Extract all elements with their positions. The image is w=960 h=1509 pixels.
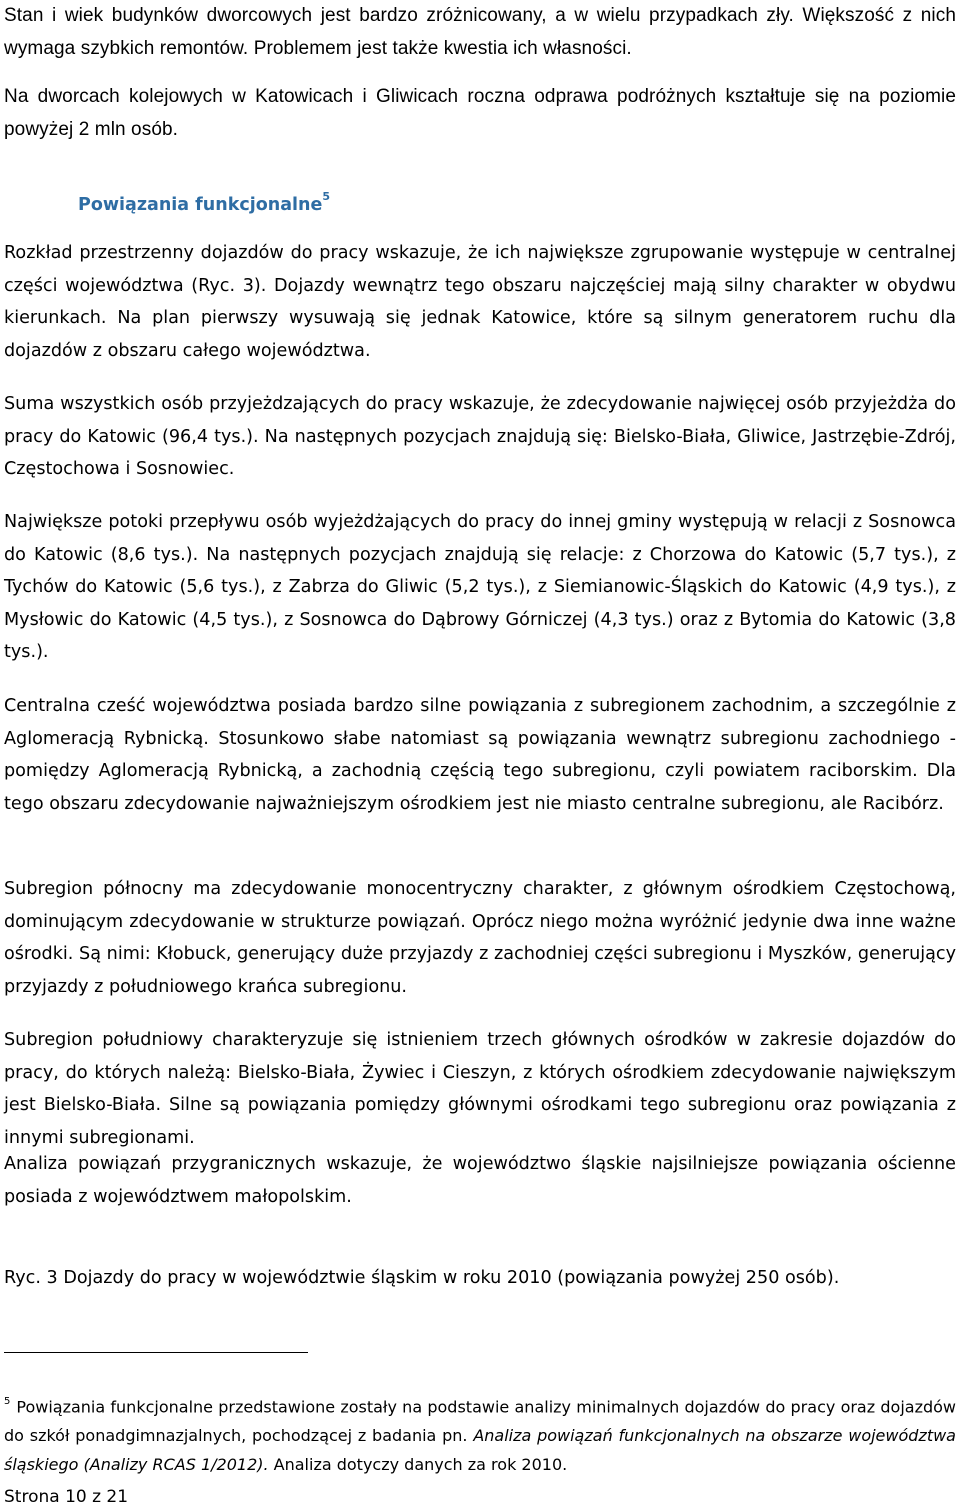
heading-text: Powiązania funkcjonalne <box>78 194 323 215</box>
paragraph-text: Na dworcach kolejowych w Katowicach i Gliwicach roczna odprawa podróżnych kształtuje się na poziomie powyżej 2 mln osób. <box>4 86 956 140</box>
paragraph-incoming-commuters <box>4 388 956 486</box>
paragraph-station-buildings <box>4 0 956 65</box>
footnote-italic-title: Analiza powiązań funkcjonalnych na obszarze województwa śląskiego (Analizy RCAS 1/2012). <box>4 1426 956 1475</box>
paragraph-text: Analiza powiązań przygranicznych wskazuje, że województwo śląskie najsilniejsze powiązania ościenne posiada z województwem małopolskim. <box>4 1154 956 1207</box>
footnote-marker: 5 <box>4 1396 11 1407</box>
paragraph-largest-flows <box>4 506 956 669</box>
footnote-plain-text: Powiązania funkcjonalne przedstawione zostały na podstawie analizy minimalnych dojazdów do pracy oraz dojazdów do szkół ponadgimnazjalnych, pochodzącej z badania pn. <box>4 1397 956 1446</box>
section-heading <box>78 186 678 219</box>
heading-footnote-ref: 5 <box>322 190 330 203</box>
figure-caption <box>4 1262 956 1295</box>
paragraph-text: Suma wszystkich osób przyjeżdzających do pracy wskazuje, że zdecydowanie najwięcej osób przyjeżdża do pracy do Katowic (96,4 tys.). Na następnych pozycjach znajdują się: Bielsko-Biała, Gliwice, Jastrzębie-Zdrój, Częstochowa i Sosnowiec. <box>4 394 956 479</box>
paragraph-text: Rozkład przestrzenny dojazdów do pracy wskazuje, że ich największe zgrupowanie występuje w centralnej części województwa (Ryc. 3). Dojazdy wewnątrz tego obszaru najczęściej mają silny charakter w obydwu kierunkach. Na plan pierwszy wysuwają się jednak Katowice, które są silnym generatorem ruchu dla dojazdów z obszaru całego województwa. <box>4 243 956 361</box>
paragraph-text: Największe potoki przepływu osób wyjeżdżających do pracy do innej gminy występują w relacji z Sosnowca do Katowic (8,6 tys.). Na następnych pozycjach znajdują się relacje: z Chorzowa do Katowic (5,7 tys.), z Tychów do Katowic (5,6 tys.), z Zabrza do Gliwic (5,2 tys.), z Siemianowic-Śląskich do Katowic (4,9 tys.), z Mysłowic do Katowic (4,5 tys.), z Sosnowca do Dąbrowy Górniczej (4,3 tys.) oraz z Bytomia do Katowic (3,8 tys.). <box>4 512 956 662</box>
paragraph-passenger-traffic <box>4 81 956 146</box>
page-number: Strona 10 z 21 <box>4 1487 129 1507</box>
paragraph-text: Subregion południowy charakteryzuje się istnieniem trzech głównych ośrodków w zakresie dojazdów do pracy, do których należą: Bielsko-Biała, Żywiec i Cieszyn, z których ośrodkiem zdecydowanie największym jest Bielsko-Biała. Silne są powiązania pomiędzy głównymi ośrodkami tego subregionu oraz powiązania z innymi subregionami. <box>4 1030 956 1148</box>
figure-caption-text: Ryc. 3 Dojazdy do pracy w województwie śląskim w roku 2010 (powiązania powyżej 250 osób). <box>4 1268 840 1288</box>
footnote-tail-text: Analiza dotyczy danych za rok 2010. <box>268 1455 568 1475</box>
footnote-text <box>4 1389 956 1479</box>
footnote <box>4 1389 956 1479</box>
paragraph-northern-subregion <box>4 873 956 1003</box>
page-footer <box>4 1485 128 1509</box>
paragraph-central-region <box>4 690 956 820</box>
paragraph-text: Centralna cześć województwa posiada bardzo silne powiązania z subregionem zachodnim, a szczególnie z Aglomeracją Rybnicką. Stosunkowo słabe natomiast są powiązania wewnątrz subregionu zachodniego - pomiędzy Aglomeracją Rybnicką, a zachodnią częścią tego subregionu, czyli powiatem raciborskim. Dla tego obszaru zdecydowanie najważniejszym ośrodkiem jest nie miasto centralne subregionu, ale Racibórz. <box>4 696 956 814</box>
paragraph-commuting-distribution <box>4 237 956 367</box>
paragraph-text: Subregion północny ma zdecydowanie monocentryczny charakter, z głównym ośrodkiem Częstochową, dominującym zdecydowanie w strukturze powiązań. Oprócz niego można wyróżnić jedynie dwa inne ważne ośrodki. Są nimi: Kłobuck, generujący duże przyjazdy z zachodniej części subregionu i Myszków, generujący przyjazdy z południowego krańca subregionu. <box>4 879 956 997</box>
paragraph-text: Stan i wiek budynków dworcowych jest bardzo zróżnicowany, a w wielu przypadkach zły. Większość z nich wymaga szybkich remontów. Problemem jest także kwestia ich własności. <box>4 5 956 59</box>
section-heading-title <box>78 186 678 219</box>
paragraph-cross-border <box>4 1148 956 1213</box>
footnote-separator <box>4 1352 308 1353</box>
paragraph-southern-subregion <box>4 1024 956 1154</box>
